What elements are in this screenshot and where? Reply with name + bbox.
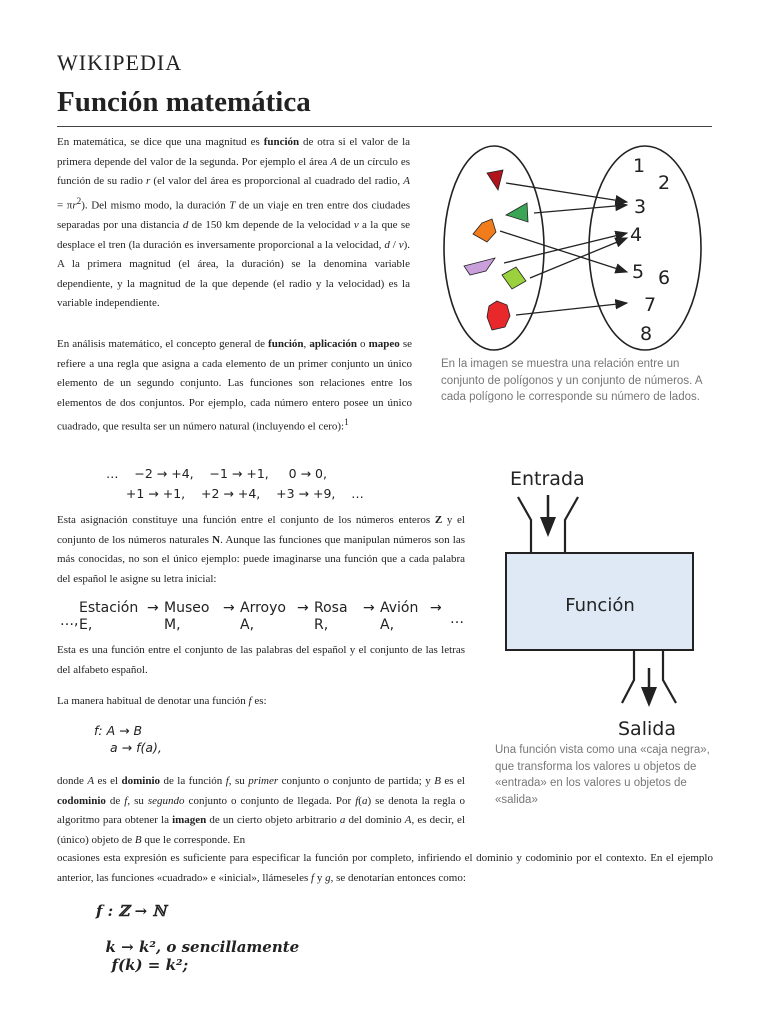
output-label: Salida xyxy=(618,718,676,740)
sets-diagram xyxy=(440,143,710,358)
green-triangle-shape xyxy=(506,203,528,222)
number-1: 1 xyxy=(633,155,646,177)
word-5: Avión xyxy=(380,600,419,616)
black-box-caption: Una función vista como una «caja negra», que transforma los valores u objetos de «entrada» en los valores u objetos de «salida» xyxy=(495,744,710,806)
wikipedia-logo: WIKIPEDIA xyxy=(57,50,183,75)
red-triangle-shape xyxy=(487,170,503,190)
word-2: Museo xyxy=(164,600,210,616)
function-label: Función xyxy=(565,595,635,616)
word-arrow-2: → xyxy=(223,600,235,616)
orange-pentagon-shape xyxy=(473,219,496,242)
formula-line-2a: k → k², o sencillamente xyxy=(105,938,300,956)
red-heptagon-shape xyxy=(487,301,510,330)
word-3: Arroyo xyxy=(240,600,286,616)
word-table-start: …, xyxy=(60,613,79,629)
number-2: 2 xyxy=(658,172,671,194)
definition-paragraph: En análisis matemático, el concepto general de función, aplicación o mapeo se refiere a una regla que asigna a cada elemento de un primer conjunto un único elemento de un segundo conjunto. Las funciones son relaciones entre los elementos de dos conjuntos. Por ejemplo, cada número entero posee un único cuadrado, que resulta ser un número natural (incluyendo el cero):$^1$ xyxy=(57,338,412,434)
word-table-end: … xyxy=(450,611,464,627)
lime-square-shape xyxy=(502,267,526,289)
intro-paragraph: En matemática, se dice que una magnitud es función de otra si el valor de la primera depende del valor de la segunda. Por ejemplo el área A de un círculo es función de su radio r (el valor del área es proporcional al cuadrado del radio, $A = \pi r^2$). Del mismo modo, la duración T de un viaje en tren entre dos ciudades separadas por una distancia d de 150 km depende de la velocidad v a la que se desplace el tren (la duración es inversamente proporcional a la velocidad, d / v). A la primera magnitud (el área, la duración) se la denomina variable dependiente, y la magnitud de la que depende (el radio y la velocidad) es la variable independiente. xyxy=(57,136,411,310)
word-arrow-1: → xyxy=(147,600,159,616)
number-7: 7 xyxy=(644,294,657,316)
input-label: Entrada xyxy=(510,468,585,490)
alphabet-paragraph: Esta es una función entre el conjunto de las palabras del español y el conjunto de las letras del alfabeto español. xyxy=(57,644,465,676)
set-paragraph: Esta asignación constituye una función entre el conjunto de los números enteros Z y el conjunto de los números naturales N. Aunque las funciones que manipulan números son las más conocidas, no son el único ejemplo: puede imaginarse una función que a cada palabra del español le asigne su letra inicial: xyxy=(57,514,465,585)
black-box-diagram xyxy=(500,465,700,740)
page-title: Función matemática xyxy=(57,86,311,118)
word-initial-table xyxy=(57,598,477,638)
output-arrow-icon xyxy=(641,687,657,707)
sets-diagram-caption: En la imagen se muestra una relación entre un conjunto de polígonos y un conjunto de números. A cada polígono le corresponde su número de lados. xyxy=(441,358,702,403)
word-arrow-3: → xyxy=(297,600,309,616)
word-arrow-4: → xyxy=(363,600,375,616)
formula-line-2b: f(k) = k²; xyxy=(111,956,189,974)
formula-line-1: f : ℤ → ℕ xyxy=(96,902,167,920)
squares-line-2: +1 → +1, +2 → +4, +3 → +9, … xyxy=(106,486,364,501)
letter-4: R, xyxy=(314,617,329,633)
letter-3: A, xyxy=(240,617,255,633)
input-arrow-icon xyxy=(540,517,556,537)
number-4: 4 xyxy=(630,224,643,246)
notation-line-1: f: A → B xyxy=(94,723,143,738)
context-paragraph: ocasiones esta expresión es suficiente para especificar la función por completo, infiriendo el dominio y codominio por el contexto. En el ejemplo anterior, las funciones «cuadrado» e «inicial», llámeseles f y g, se denotarían entonces como: xyxy=(57,852,713,884)
number-3: 3 xyxy=(634,196,647,218)
letter-2: M, xyxy=(164,617,181,633)
notation-intro: La manera habitual de denotar una función f es: xyxy=(57,695,267,707)
number-6: 6 xyxy=(658,267,671,289)
number-8: 8 xyxy=(640,323,653,345)
squares-line-1: … −2 → +4, −1 → +1, 0 → 0, xyxy=(106,466,327,481)
word-4: Rosa xyxy=(314,600,348,616)
violet-quad-shape xyxy=(464,258,495,275)
word-1: Estación xyxy=(79,600,139,616)
word-arrow-5: → xyxy=(430,600,442,616)
letter-5: A, xyxy=(380,617,395,633)
title-divider xyxy=(57,126,712,127)
domain-paragraph: donde A es el dominio de la función f, su primer conjunto o conjunto de partida; y B es el codominio de f, su segundo conjunto o conjunto de llegada. Por f(a) se denota la regla o algoritmo para obtener la imagen de un cierto objeto arbitrario a del dominio A, es decir, el (único) objeto de B que le corresponde. En xyxy=(57,775,466,846)
formula-line-2 xyxy=(96,920,299,974)
notation-line-2: a → f(a), xyxy=(110,740,162,755)
number-5: 5 xyxy=(632,261,645,283)
letter-1: E, xyxy=(79,617,93,633)
